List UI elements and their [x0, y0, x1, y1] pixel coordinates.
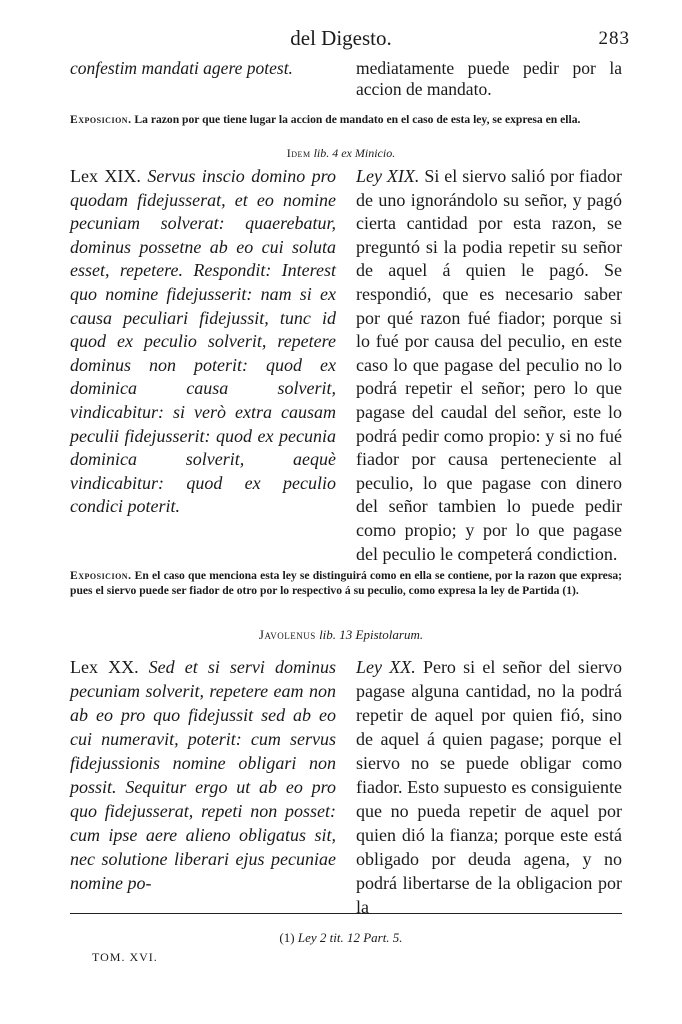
lex-19-latin [70, 165, 336, 519]
running-title: del Digesto. [290, 26, 392, 50]
source-ref: lib. 4 [313, 146, 339, 160]
ley-20-spanish-text: Pero si el señor del siervo pagase alguna cantidad, no la podrá repetir de aquel por quien fió, sino de aquel á quien pagase; porque el siervo no se puede obligar como fiador. Esto supuesto es consiguiente que no pueda repetir de aquel por quien dió la fianza; porque este está obligado por deuda agena, y no podrá libertarse de la obligacion por la [356, 657, 623, 917]
ley-19-spanish-text: Si el siervo salió por fiador de uno ignorándolo su señor, y pagó cierta cantidad por esta razon, se preguntó si la podia repetir su señor de aquel á quien le pagó. Se respondió, que es necesario saber por qué razon fué fiador; porque si lo fué por causa del peculio, en este caso lo que pagase del peculio no lo podrá repetir el señor; pero lo que pagase del caudal del señor, este lo podrá pedir como propio: y si no fué fiador por causa perteneciente al peculio, lo que pagase con dinero del señor tambien lo puede pedir como propio; y por lo que pagase del peculio le competerá condiction. [356, 166, 622, 564]
lex-20-spanish [356, 655, 622, 919]
exposicion-text: La razon por que tiene lugar la accion de mandato en el caso de esta ley, se expresa en ella. [134, 113, 581, 126]
source-ref: lib. 13 [319, 627, 353, 642]
running-header [0, 26, 682, 54]
exposicion-text: En el caso que menciona esta ley se distinguirá como en ella se contiene, por la razon que expresa; pues el siervo puede ser fiador de otro por lo respectivo á su peculio, como expresa la ley de Partida (1). [70, 569, 622, 597]
source-work: Epistolarum. [355, 627, 424, 642]
ley-19-label: Ley XIX. [356, 166, 420, 186]
lex-19-label: Lex XIX. [70, 166, 141, 186]
lex-20-latin-text: Sed et si servi dominus pecuniam solverit, repetere eam non ab eo pro quo fidejussit sed ab eo cui numeravit, poterit: cum servus fidejussionis nomine obligari non possit. Sequitur ergo ut ab eo pro quo fidejusserat, repeti non posset: cum ipse aere alieno obligatus sit, nec solutione liberari ejus pecuniae nomine po- [70, 657, 337, 893]
source-author: Idem [286, 146, 311, 160]
lex-20-label: Lex XX. [70, 657, 139, 677]
ley-20-label: Ley XX. [356, 657, 416, 677]
exposicion-paragraph-1 [70, 112, 622, 127]
footnote-text: Ley 2 tit. 12 Part. 5. [297, 930, 403, 945]
source-attribution-1 [0, 146, 682, 161]
exposicion-label: Exposicion. [70, 569, 132, 582]
footnote-divider [70, 913, 622, 914]
lex-20-latin [70, 655, 336, 895]
lex-19-latin-text: Servus inscio domino pro quodam fidejusserat, et eo nomine pecuniam solverat: quaerebatur, dominus possetne ab eo cui soluta esset, repetere. Respondit: Interest quo nomine fidejusserit: nam si ex causa peculiari fidejussit, tunc id quod ex peculio solverit, repetere dominus non poterit: quod ex dominica causa solverit, vindicabitur: si verò extra causam peculii fidejusserit: quod ex pecunia dominica solverit, aequè vindicabitur: quod ex peculio condici poterit. [70, 166, 336, 517]
exposicion-paragraph-2 [70, 568, 622, 598]
source-attribution-2 [0, 627, 682, 643]
footnote [0, 930, 682, 946]
source-work: ex Minicio. [341, 146, 396, 160]
volume-signature: TOM. XVI. [92, 950, 158, 964]
lex-19-spanish [356, 165, 622, 566]
footnote-marker: (1) [279, 930, 295, 945]
spanish-continuation: mediatamente puede pedir por la accion de mandato. [356, 58, 622, 99]
latin-continuation: confestim mandati agere potest. [70, 58, 293, 78]
source-author: Javolenus [258, 627, 316, 642]
exposicion-label: Exposicion. [70, 113, 132, 126]
page-number: 283 [598, 28, 630, 49]
